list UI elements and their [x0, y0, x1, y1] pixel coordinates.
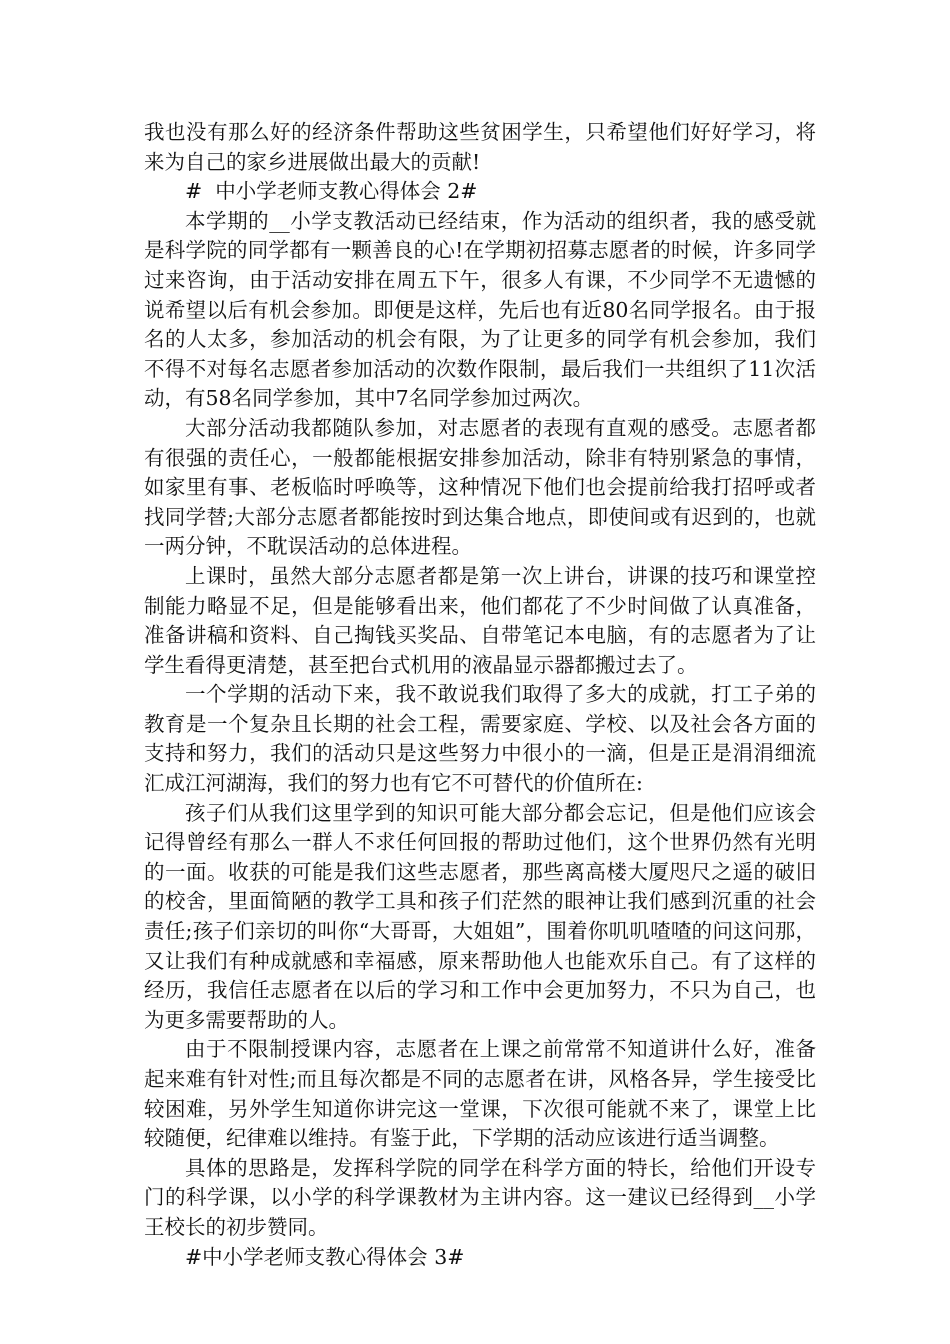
paragraph: 大部分活动我都随队参加，对志愿者的表现有直观的感受。志愿者都有很强的责任心，一般都能根据安排参加活动，除非有特别紧急的事情，如家里有事、老板临时呼唤等，这种情况下他们也会提前给我打招呼或者找同学替;大部分志愿者都能按时到达集合地点，即使间或有迟到的，也就一两分钟，不耽误活动的总体进程。 [144, 415, 816, 559]
document-page [144, 118, 816, 1272]
paragraph: 孩子们从我们这里学到的知识可能大部分都会忘记，但是他们应该会记得曾经有那么一群人不求任何回报的帮助过他们，这个世界仍然有光明的一面。收获的可能是我们这些志愿者，那些离高楼大厦咫尺之遥的破旧的校舍，里面简陋的教学工具和孩子们茫然的眼神让我们感到沉重的社会责任;孩子们亲切的叫你“大哥哥，大姐姐”，围着你叽叽喳喳的问这问那，又让我们有种成就感和幸福感，原来帮助他人也能欢乐自己。有了这样的经历，我信任志愿者在以后的学习和工作中会更加努力，不只为自己，也为更多需要帮助的人。 [144, 800, 816, 1032]
paragraph: 一个学期的活动下来，我不敢说我们取得了多大的成就，打工子弟的教育是一个复杂且长期的社会工程，需要家庭、学校、以及社会各方面的支持和努力，我们的活动只是这些努力中很小的一滴，但是正是涓涓细流汇成江河湖海，我们的努力也有它不可替代的价值所在: [144, 682, 816, 796]
paragraph-continuation: 我也没有那么好的经济条件帮助这些贫困学生，只希望他们好好学习，将来为自己的家乡进展做出最大的贡献! [144, 120, 816, 174]
section-heading-2: # 中小学老师支教心得体会 2# [185, 179, 478, 204]
paragraph: 上课时，虽然大部分志愿者都是第一次上讲台，讲课的技巧和课堂控制能力略显不足，但是能够看出来，他们都花了不少时间做了认真准备，准备讲稿和资料、自己掏钱买奖品、自带笔记本电脑，有的志愿者为了让学生看得更清楚，甚至把台式机用的液晶显示器都搬过去了。 [144, 563, 816, 677]
paragraph: 本学期的__小学支教活动已经结束，作为活动的组织者，我的感受就是科学院的同学都有一颗善良的心!在学期初招募志愿者的时候，许多同学过来咨询，由于活动安排在周五下午，很多人有课，不少同学不无遗憾的说希望以后有机会参加。即便是这样，先后也有近80名同学报名。由于报名的人太多，参加活动的机会有限，为了让更多的同学有机会参加，我们不得不对每名志愿者参加活动的次数作限制，最后我们一共组织了11次活动，有58名同学参加，其中7名同学参加过两次。 [144, 208, 816, 411]
paragraph: 具体的思路是，发挥科学院的同学在科学方面的特长，给他们开设专门的科学课，以小学的科学课教材为主讲内容。这一建议已经得到__小学王校长的初步赞同。 [144, 1155, 816, 1239]
paragraph: 由于不限制授课内容，志愿者在上课之前常常不知道讲什么好，准备起来难有针对性;而且每次都是不同的志愿者在讲，风格各异，学生接受比较困难，另外学生知道你讲完这一堂课，下次很可能就不来了，课堂上比较随便，纪律难以维持。有鉴于此，下学期的活动应该进行适当调整。 [144, 1037, 816, 1151]
section-heading-3: #中小学老师支教心得体会 3# [185, 1244, 465, 1269]
